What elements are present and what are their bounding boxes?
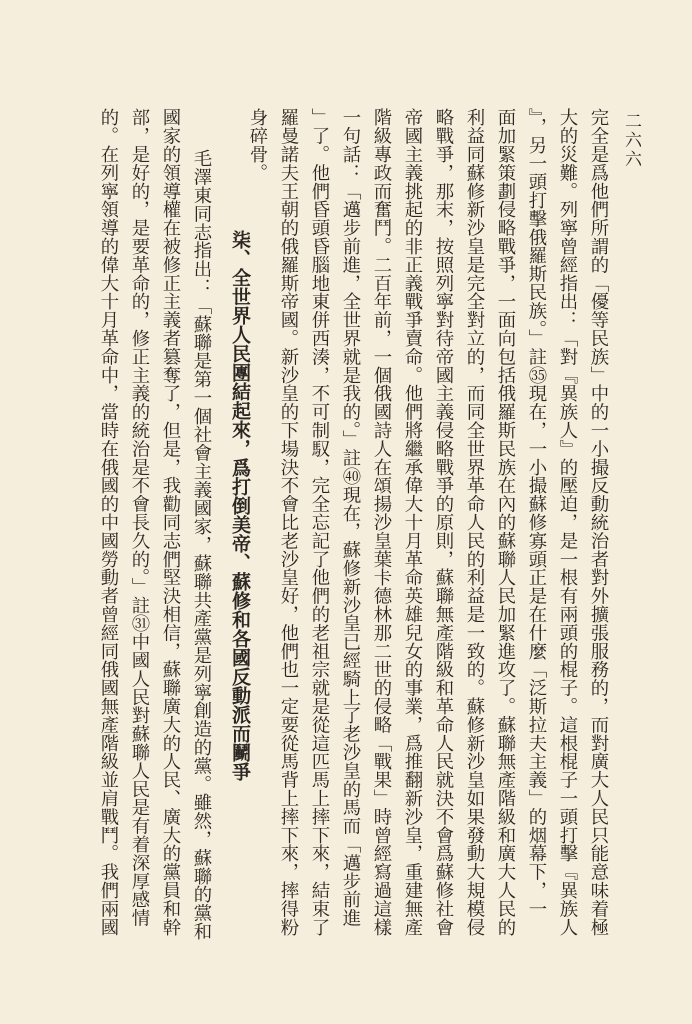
text-column: 國家的領導權在被修正主義者篡奪了，但是，我勸同志們堅決相信，蘇聯廣大的人民、廣大的黨員和幹 bbox=[160, 108, 181, 936]
page-number: 二六六 bbox=[621, 112, 641, 169]
text-column: 帝國主義挑起的非正義戰爭賣命。他們將繼承偉大十月革命英雄兒女的事業，爲推翻新沙皇，重建無產 bbox=[402, 108, 423, 936]
text-column: 身碎骨。 bbox=[247, 108, 268, 182]
text-column: 利益同蘇修新沙皇是完全對立的，而同全世界革命人民的利益是一致的。蘇修新沙皇如果發動大規模侵 bbox=[464, 108, 485, 936]
text-column: 的。在列寧領導的偉大十月革命中，當時在俄國的中國勞動者曾經同俄國無產階級並肩戰鬥。我們兩國 bbox=[98, 108, 119, 936]
text-column: 毛澤東同志指出：「蘇聯是第一個社會主義國家，蘇聯共產黨是列寧創造的黨。雖然，蘇聯的黨和 bbox=[191, 149, 212, 941]
text-column: 大的災難。列寧曾經指出：「對『異族人』的壓迫，是一根有兩頭的棍子。這根棍子一頭打擊『異族人 bbox=[557, 108, 578, 936]
text-column: 部，是好的，是要革命的，修正主義的統治是不會長久的。」註㉛中國人民對蘇聯人民是有着深厚感情 bbox=[129, 108, 150, 927]
text-column: 階級專政而奮鬥。二百年前，一個俄國詩人在頌揚沙皇葉卡德林那二世的侵略「戰果」時曾經寫過這樣 bbox=[371, 108, 392, 936]
text-column: 』，另一頭打擊俄羅斯民族。」註㉟現在，一小撮蘇修寡頭正是在什麼「泛斯拉夫主義」的烟幕下，一 bbox=[526, 108, 547, 918]
text-column: 」了。他們昏頭昏腦地東併西湊，不可制馭，完全忘記了他們的老祖宗就是從這匹馬上摔下來，結束了 bbox=[309, 108, 330, 936]
text-column: 一句話：「邁步前進，全世界就是我的。」註㊵現在，蘇修新沙皇已經騎上了老沙皇的馬而「邁步前進 bbox=[340, 108, 361, 927]
text-column: 略戰爭，那末，按照列寧對待帝國主義侵略戰爭的原則，蘇聯無產階級和革命人民就決不會爲蘇修社會 bbox=[433, 108, 454, 936]
text-column: 完全是爲他們所謂的「優等民族」中的一小撮反動統治者對外擴張服務的，而對廣大人民只能意味着極 bbox=[588, 108, 609, 936]
section-heading: 柒、全世界人民團結起來，爲打倒美帝、蘇修和各國反動派而鬭爭 bbox=[229, 230, 251, 781]
text-column: 面加緊策劃侵略戰爭，一面向包括俄羅斯民族在內的蘇聯人民加緊進攻了。蘇聯無產階級和廣大人民的 bbox=[495, 108, 516, 936]
text-column: 羅曼諾夫王朝的俄羅斯帝國。新沙皇的下場決不會比老沙皇好，他們也一定要從馬背上摔下來，摔得粉 bbox=[278, 108, 299, 936]
